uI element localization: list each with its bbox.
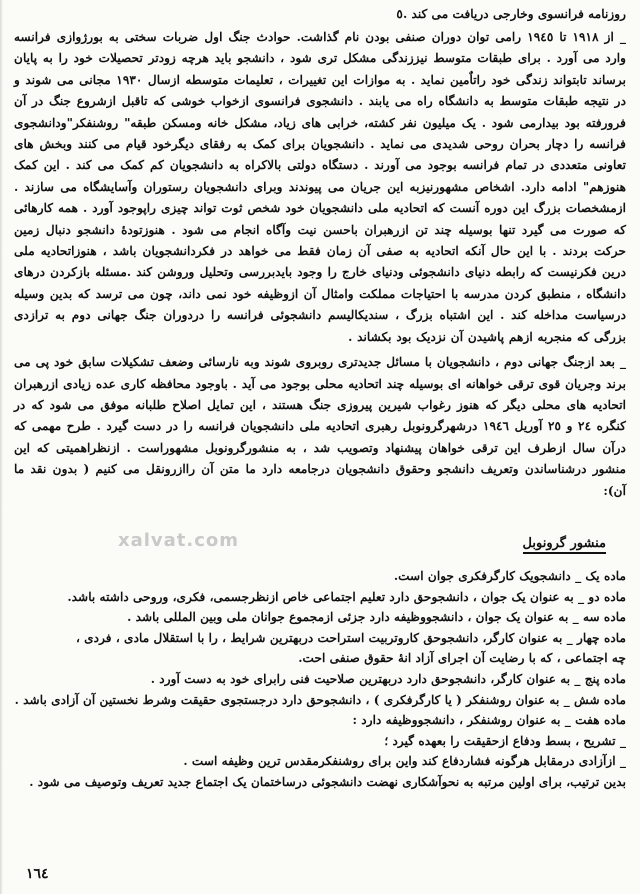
article-6: ماده شش _ به عنوان روشنفکر ( یا کارگرفکری ) ، دانشجوحق دارد درجستجوی حقیقت وشرط نخستین آن آزادی باشد . bbox=[14, 692, 626, 707]
manifesto-articles bbox=[14, 566, 626, 793]
page-number: ١٦٤ bbox=[26, 866, 49, 882]
article-7-item-2: _ ازآزادی درمقابل هرگونه فشاردفاع کند واین برای روشنفکرمقدس ترین وظیفه است . bbox=[183, 754, 626, 769]
article-1: ماده یک _ دانشجویک کارگرفکری جوان است. bbox=[393, 569, 626, 583]
manifesto-title: منشور گرونوبل bbox=[523, 536, 606, 554]
article-2: ماده دو _ به عنوان یک جوان ، دانشجوحق دارد تعلیم اجتماعی خاص ازنظرجسمی، فکری، وروحی داشته باشد. bbox=[67, 589, 626, 604]
article-5: ماده پنج _ به عنوان کارگر، دانشجوحق دارد دربهترین صلاحیت فنی رابرای خود به دست آورد . bbox=[150, 671, 626, 686]
article-7-item-1: _ تشریح ، بسط ودفاع ازحقیقت را بعهده گیرد ؛ bbox=[384, 733, 626, 748]
closing-sentence: بدین ترتیب، برای اولین مرتبه به نحوآشکاری نهضت دانشجوئی درساختمان یک اجتماع جدید تعریف وتوصیف می شود . bbox=[29, 774, 626, 789]
paragraph-1: _ از ١٩١٨ تا ١٩٤٥ رامی توان دوران صنفی بودن نام گذاشت. حوادث جنگ اول ضربات سختی به بورژوازی فرانسه وارد می آورد . برای طبقات متوسط نیززندگی مشکل تری شود ، دانشجو باید هرچه زودتر تحصیلات خود را به پایان برساند تابتواند زندگی خود راتاٌمین نماید . به موازات این تغییرات ، تعلیمات متوسطه ازسال ١٩٣٠ مجانی می شوند و در نتیجه طبقات متوسط به دانشگاه راه می یابند . دانشجوی فرانسوی ازخواب خوشی که تاقبل ازشروع جنگ در آن فرورفته بود بیدارمی شود . یک میلیون نفر کشته، خرابی های زیاد، مشکل خانه ومسکن طبقه" روشنفکر"ودانشجوی فرانسه را دچار بحران روحی شدیدی می نماید . دانشجویان برای کمک به رفقای دیگرخود قیام می کنند وبخش های تعاونی متعددی در تمام فرانسه بوجود می آورند . دستگاه دولتی بالاکراه به دانشجویان کم کمک می کند . این کمک هنوزهم" ادامه دارد. اشخاص مشهورنیزبه این جریان می پیوندند وبرای دانشجویان رستوران وآسایشگاه می سازند . ازمشخصات بزرگ این دوره آنست که اتحادیه ملی دانشجویان خود شخص ثوت تواند چیزی راپوجود آورد . همه کارهائی که صورت می گیرد تنها بوسیله چند تن ازرهبران باحسن نیت وآگاه انجام می شود . هنوزتودهٔ دانشجو دنبال زمین حرکت بردند . با این حال آنکه اتحادیه به صفی آن زمان فقط می خواهد در فکردانشجویان باشد ، هنوزاتحادیه ملی درین فکرنیست که رابطه دنیای دانشجوئی ودنیای خارج را وجود بایدبررسی وتحلیل وروشن کند .مسئله بازکردن درهای دانشگاه ، منطبق کردن مدرسه با احتیاجات مملکت وامثال آن ازوظیفه خود نمی داند، چون می ترسد که بدین وسیله درسیاست مداخله کند . این اشتباه بزرگ ، سندیکالیسم دانشجوئی فرانسه را دردوران جنگ جهانی دوم به ترازدی بزرگی که منجربه ازهم پاشیدن آن نزدیک بود بکشاند . bbox=[14, 30, 627, 344]
article-7: ماده هفت _ به عنوان روشنفکر ، دانشجووظیفه دارد : bbox=[352, 713, 626, 728]
article-4: ماده چهار _ به عنوان کارگر، دانشجوحق کاروتربیت استراحت دربهترین شرایط ، را با استقلال مادی ، فردی ، bbox=[75, 630, 626, 645]
scan-edge-shadow bbox=[0, 0, 3, 894]
article-4-continued: چه اجتماعی ، که با رضایت آن اجرای آزاد انهٔ حقوق صنفی احت. bbox=[298, 651, 626, 666]
watermark-text: xalvat.com bbox=[118, 530, 240, 551]
article-3: ماده سه _ به عنوان یک جوان ، دانشجووظیفه دارد جزئی ازمجموع جوانان ملی وبین المللی باشد . bbox=[127, 610, 626, 625]
paragraph-2: _ بعد ازجنگ جهانی دوم ، دانشجویان با مسائل جدیدتری روبروی شوند وبه نارسائی وضعف تشکیلات سابق خود پی می برند وجریان قوی ترقی خواهانه ای بوسیله چند اتحادیه محلی بوجود می آید . باوجود محافظه کاری عده زیادی ازرهبران اتحادیه های محلی دیگر که هنوز رغواب شیرین پیروزی جنگ هستند ، این تمایل اصلاح طلبانه موفق می شود که در کنگره ٢٤ و ٢٥ آوریل ١٩٤٦ درشهرگرونوبل رهبری اتحادیه ملی دانشجویان فرانسه را در دست گیرد . طرح مهمی که درآن سال ازطرف این ترقی خواهان پیشنهاد وتصویب شد ، به منشورگرونوبل مشهوراست . ازنظراهمیتی که این منشور درشناساندن وتعریف دانشجو وحقوق دانشجویان درجامعه دارد ما متن آن راازرونقل می کنیم ( بدون نقد ما آن): bbox=[14, 355, 626, 498]
page-header: روزنامه فرانسوی وخارجی دریافت می کند .٥ bbox=[396, 7, 626, 21]
